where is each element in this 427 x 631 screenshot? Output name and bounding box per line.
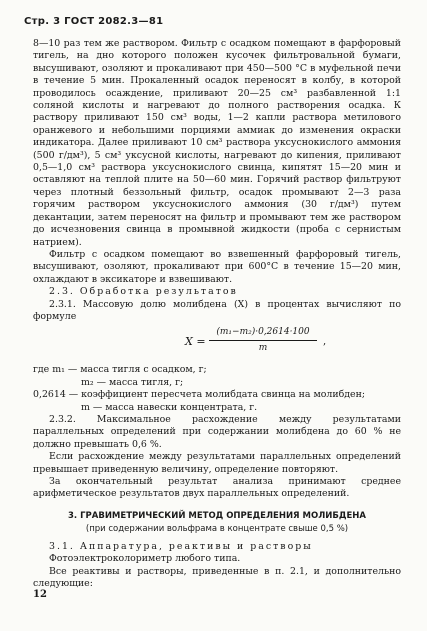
- formula-fraction: [209, 326, 317, 354]
- paragraph-crucible: Фильтр с осадком помещают во взвешенный фарфоровый тигель, высушивают, озоляют, прокаливают при 600°С в течение 15—20 мин, охлаждают в эксикаторе и взвешивают.: [33, 248, 401, 285]
- section-3-subtitle: (при содержании вольфрама в концентрате свыше 0,5 %): [85, 523, 349, 534]
- paragraph-photocolorimeter: Фотоэлектроколориметр любого типа.: [49, 553, 241, 565]
- definition-coefficient: 0,2614 — коэффициент пересчета молибдата свинца на молибден;: [33, 389, 366, 401]
- paragraph-final-result: За окончательный результат анализа принимают среднее арифметическое результатов двух параллельных определений.: [33, 476, 401, 500]
- paragraph-filtration: 8—10 раз тем же раствором. Фильтр с осадком помещают в фарфоровый тигель, на дно которого положен кусочек фильтровальной бумаги, высушивают, озоляют и прокаливают при 450—500 °С в муфельной печи в течение 5 мин. Прокаленный осадок переносят в колбу, в которой проводилось осаждение, приливают 20—25 см³ разбавленной 1:1 соляной кислоты и нагревают до полного растворения осадка. К раствору приливают 150 см³ воды, 1—2 капли раствора метилового оранжевого и небольшими порциями аммиак до изменения окраски индикатора. Далее приливают 10 см³ раствора уксуснокислого аммония (500 г/дм³), 5 см³ уксусной кислоты, нагревают до кипения, приливают 0,5—1,0 см³ раствора уксуснокислого свинца, кипятят 15—20 мин и оставляют на теплой плите на 50—60 мин. Горячий раствор фильтруют через плотный беззольный фильтр, осадок промывают 2—3 раза горячим раствором уксуснокислого аммония (30 г/дм³) путем декантации, затем переносят на фильтр и промывают тем же раствором до исчезновения свинца в промывной жидкости (проба с сернистым натрием).: [33, 38, 401, 248]
- formula-comma: ,: [323, 336, 327, 348]
- page-number: 12: [33, 589, 47, 600]
- definition-m: m — масса навески концентрата, г.: [81, 401, 258, 413]
- section-3-title: 3. ГРАВИМЕТРИЧЕСКИЙ МЕТОД ОПРЕДЕЛЕНИЯ МОЛИБДЕНА: [68, 510, 366, 521]
- paragraph-2-3-2: 2.3.2. Максимальное расхождение между результатами параллельных определений при содержании молибдена до 60 % не должно превышать 0,6 %.: [33, 413, 401, 450]
- paragraph-reagents: Все реактивы и растворы, приведенные в п. 2.1, и дополнительно следующие:: [33, 565, 401, 590]
- heading-3-1: 3.1. Аппаратура, реактивы и растворы: [49, 540, 313, 552]
- definition-m1: где m₁ — масса тигля с осадком, г;: [33, 364, 207, 376]
- formula-denominator: m: [258, 342, 268, 353]
- definition-m2: m₂ — масса тигля, г;: [81, 376, 184, 388]
- formula-numerator: (m₁−m₂)·0,2614·100: [209, 326, 317, 340]
- page-header: Стр. 3 ГОСТ 2082.3—81: [24, 16, 164, 27]
- heading-2-3: 2.3. Обработка результатов: [49, 286, 238, 298]
- formula-molybdenum: [33, 326, 401, 360]
- paragraph-2-3-1: 2.3.1. Массовую долю молибдена (X) в процентах вычисляют по формуле: [33, 298, 401, 322]
- formula-lhs: X =: [185, 335, 206, 349]
- paragraph-repeat: Если расхождение между результатами параллельных определений превышает приведенную величину, определение повторяют.: [33, 451, 401, 475]
- document-body: [33, 38, 401, 590]
